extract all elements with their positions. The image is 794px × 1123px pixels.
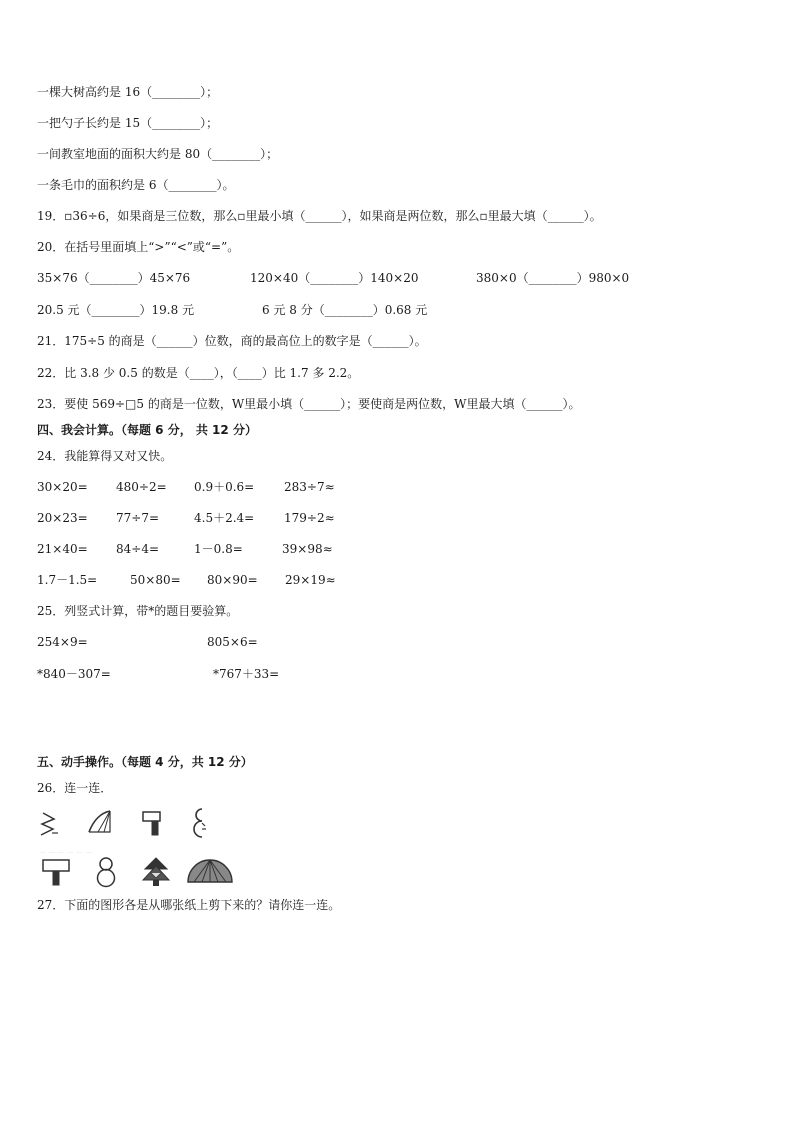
question-22: 22．比 3.8 少 0.5 的数是（____），（____）比 1.7 多 2.2。 <box>37 366 360 380</box>
question-19: 19．▫36÷6，如果商是三位数，那么▫里最小填（______），如果商是两位数，那么▫里最大填（______）。 <box>37 209 602 223</box>
q18-line-classroom: 一间教室地面的面积大约是 80（________）； <box>37 147 279 161</box>
q18-line-tree: 一棵大树高约是 16（________）； <box>37 85 219 99</box>
question-26: 26．连一连． <box>37 781 113 795</box>
calc-item: 84÷4= <box>116 542 160 556</box>
section-4-heading: 四、我会计算。（每题 6 分， 共 12 分） <box>37 423 257 437</box>
q18-line-spoon: 一把勺子长约是 15（________）； <box>37 116 219 130</box>
calc-item: 29×19≈ <box>285 573 336 587</box>
watermark-text: — — — — — — <box>39 848 93 856</box>
q20-item-5: 6 元 8 分（________）0.68 元 <box>262 303 428 317</box>
zigzag-half-icon <box>38 811 60 837</box>
tree-icon <box>141 856 171 888</box>
q25-item-2: 805×6= <box>207 635 258 649</box>
umbrella-icon <box>186 858 234 888</box>
question-25: 25．列竖式计算，带*的题目要验算。 <box>37 604 239 618</box>
question-23: 23．要使 569÷□5 的商是一位数，W里最小填（______）；要使商是两位数，W里最大填（______）。 <box>37 397 581 411</box>
mushroom-icon <box>41 858 71 886</box>
calc-item: 0.9＋0.6= <box>194 480 255 494</box>
calc-item: 20×23= <box>37 511 88 525</box>
mushroom-half-icon <box>140 809 164 837</box>
q18-line-towel: 一条毛巾的面积约是 6（________）。 <box>37 178 235 192</box>
q25-item-4: *767＋33= <box>213 667 280 681</box>
q25-item-3: *840－307= <box>37 667 111 681</box>
calc-item: 1.7－1.5= <box>37 573 98 587</box>
q20-item-3: 380×0（________）980×0 <box>476 271 630 285</box>
calc-item: 179÷2≈ <box>284 511 335 525</box>
calc-item: 4.5＋2.4= <box>194 511 255 525</box>
q25-item-1: 254×9= <box>37 635 88 649</box>
calc-item: 77÷7= <box>116 511 160 525</box>
calc-item: 39×98≈ <box>282 542 333 556</box>
question-24: 24．我能算得又对又快。 <box>37 449 173 463</box>
question-20: 20．在括号里面填上“>”“<”或“=”。 <box>37 240 240 254</box>
calc-item: 283÷7≈ <box>284 480 335 494</box>
section-5-heading: 五、动手操作。（每题 4 分，共 12 分） <box>37 755 253 769</box>
calc-item: 1－0.8= <box>194 542 243 556</box>
question-27: 27．下面的图形各是从哪张纸上剪下来的？请你连一连。 <box>37 898 341 912</box>
question-21: 21．175÷5 的商是（______）位数，商的最高位上的数字是（______）。 <box>37 334 427 348</box>
q20-item-4: 20.5 元（________）19.8 元 <box>37 303 195 317</box>
snowman-icon <box>95 856 117 888</box>
calc-item: 21×40= <box>37 542 88 556</box>
q20-item-2: 120×40（________）140×20 <box>250 271 419 285</box>
calc-item: 30×20= <box>37 480 88 494</box>
q20-item-1: 35×76（________）45×76 <box>37 271 191 285</box>
fan-half-icon <box>86 808 114 836</box>
calc-item: 480÷2= <box>116 480 167 494</box>
snowman-half-icon <box>192 807 208 839</box>
calc-item: 50×80= <box>130 573 181 587</box>
calc-item: 80×90= <box>207 573 258 587</box>
